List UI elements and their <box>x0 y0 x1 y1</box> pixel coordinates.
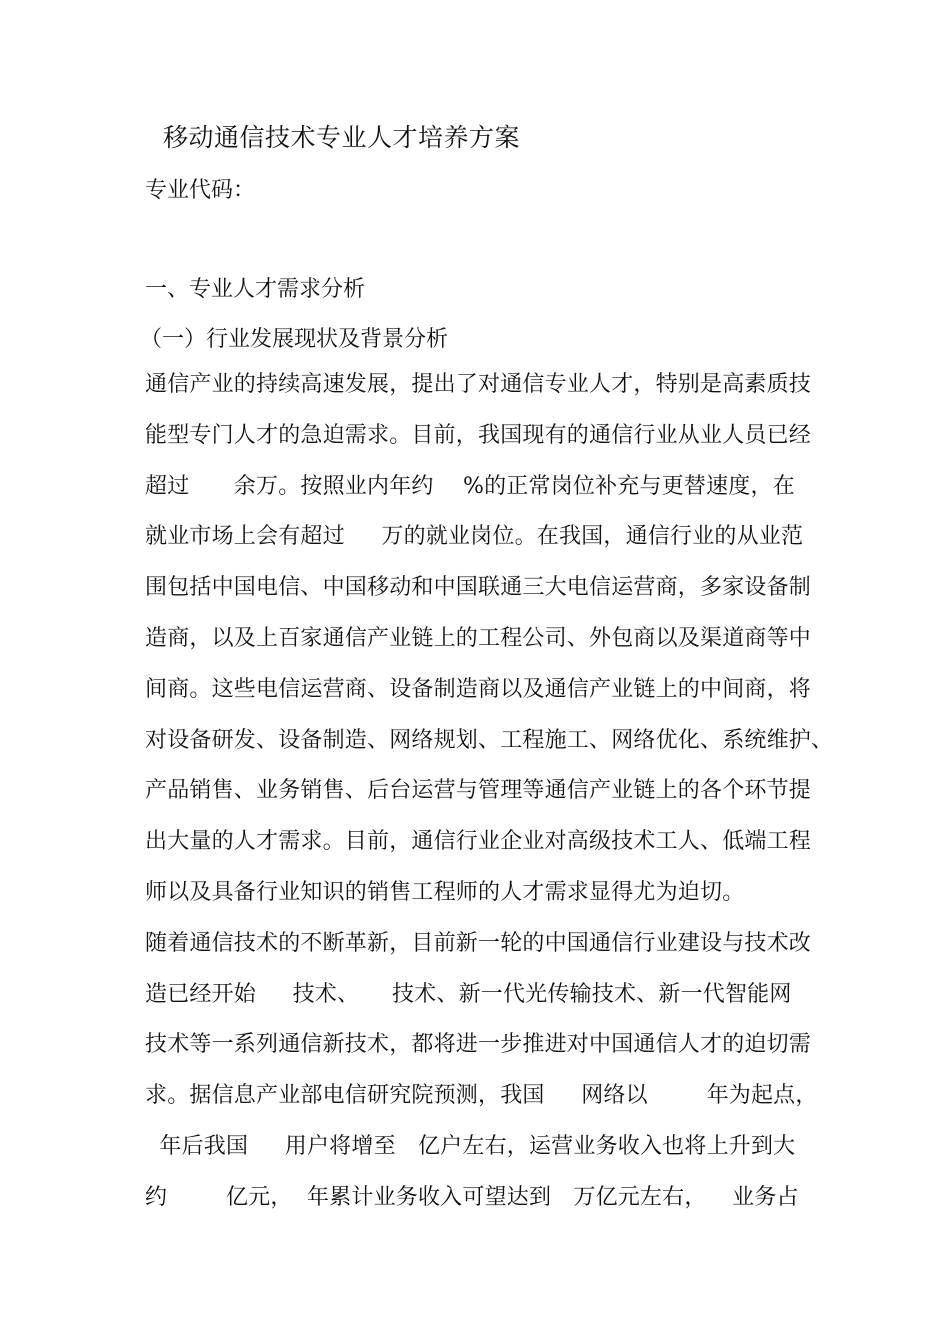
body-line: 技术等一系列通信新技术，都将进一步推进对中国通信人才的迫切需 <box>145 1032 812 1058</box>
body-line: 约 亿元， 年累计业务收入可望达到 万亿元左右， 业务占 <box>145 1184 799 1210</box>
body-line: 造商，以及上百家通信产业链上的工程公司、外包商以及渠道商等中 <box>145 625 812 651</box>
body-line: 随着通信技术的不断革新，目前新一轮的中国通信行业建设与技术改 <box>145 930 812 956</box>
body-line: 超过 余万。按照业内年约 %的正常岗位补充与更替速度，在 <box>145 473 795 499</box>
body-line: 就业市场上会有超过 万的就业岗位。在我国，通信行业的从业范 <box>145 524 804 550</box>
body-line: 通信产业的持续高速发展，提出了对通信专业人才，特别是高素质技 <box>145 372 812 397</box>
body-line: 对设备研发、设备制造、网络规划、工程施工、网络优化、系统维护、 <box>145 727 834 753</box>
body-line: 求。据信息产业部电信研究院预测，我国 网络以 年为起点， <box>145 1083 818 1109</box>
body-line: 间商。这些电信运营商、设备制造商以及通信产业链上的中间商，将 <box>145 676 812 702</box>
major-code-label: 专业代码： <box>145 178 256 203</box>
body-line: 能型专门人才的急迫需求。目前，我国现有的通信行业从业人员已经 <box>145 422 812 448</box>
body-line: 年后我国 用户将增至 亿户左右，运营业务收入也将上升到大 <box>145 1133 796 1159</box>
document-title: 移动通信技术专业人才培养方案 <box>163 123 521 152</box>
body-line: 出大量的人才需求。目前，通信行业企业对高级技术工人、低端工程 <box>145 829 812 855</box>
body-line: 师以及具备行业知识的销售工程师的人才需求显得尤为迫切。 <box>145 879 745 905</box>
body-line: 围包括中国电信、中国移动和中国联通三大电信运营商，多家设备制 <box>145 575 812 601</box>
body-line: 造已经开始 技术、 技术、新一代光传输技术、新一代智能网 <box>145 981 792 1007</box>
body-text <box>145 370 834 1234</box>
subsection-heading: （一）行业发展现状及背景分析 <box>140 327 449 352</box>
body-line: 产品销售、业务销售、后台运营与管理等通信产业链上的各个环节提 <box>145 778 812 804</box>
section-heading: 一、专业人才需求分析 <box>145 277 366 302</box>
